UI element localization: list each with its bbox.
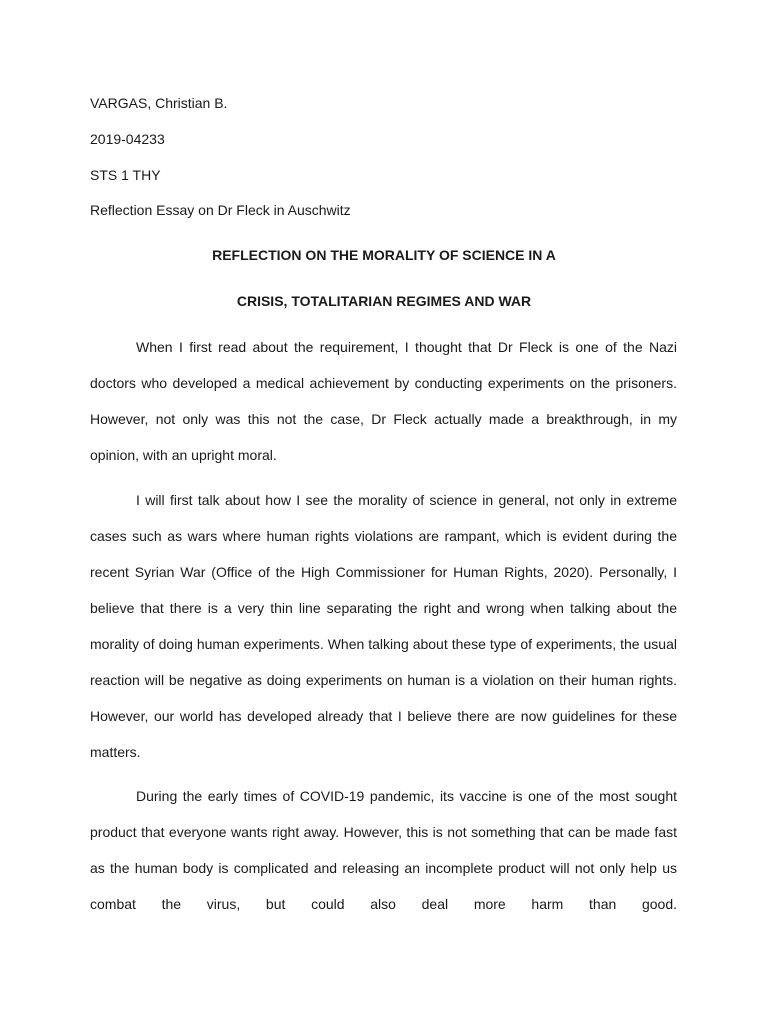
student-number: 2019-04233 [90, 131, 165, 147]
course-code: STS 1 THY [90, 167, 161, 183]
essay-title-line-1: REFLECTION ON THE MORALITY OF SCIENCE IN A [212, 247, 556, 263]
paragraph-3: During the early times of COVID-19 pandemic, its vaccine is one of the most sought product that everyone wants right away. However, this is not something that can be made fast as the human body is complicated and releasing an incomplete product will not only help us combat the virus, but could also deal more harm than good. [90, 788, 677, 912]
author-name: VARGAS, Christian B. [90, 95, 228, 111]
essay-title-line-2: CRISIS, TOTALITARIAN REGIMES AND WAR [236, 293, 532, 309]
paragraph-2: I will first talk about how I see the morality of science in general, not only in extreme cases such as wars where human rights violations are rampant, which is evident during the recent Syrian War (Office of the High Commissioner for Human Rights, 2020). Personally, I believe that there is a very thin line separating the right and wrong when talking about the morality of doing human experiments. When talking about these type of experiments, the usual reaction will be negative as doing experiments on human is a violation on their human rights. However, our world has developed already that I believe there are now guidelines for these matters. [90, 492, 677, 760]
paragraph-1: When I first read about the requirement, I thought that Dr Fleck is one of the Nazi doctors who developed a medical achievement by conducting experiments on the prisoners. However, not only was this not the case, Dr Fleck actually made a breakthrough, in my opinion, with an upright moral. [90, 339, 677, 463]
assignment-title: Reflection Essay on Dr Fleck in Auschwitz [90, 202, 351, 218]
